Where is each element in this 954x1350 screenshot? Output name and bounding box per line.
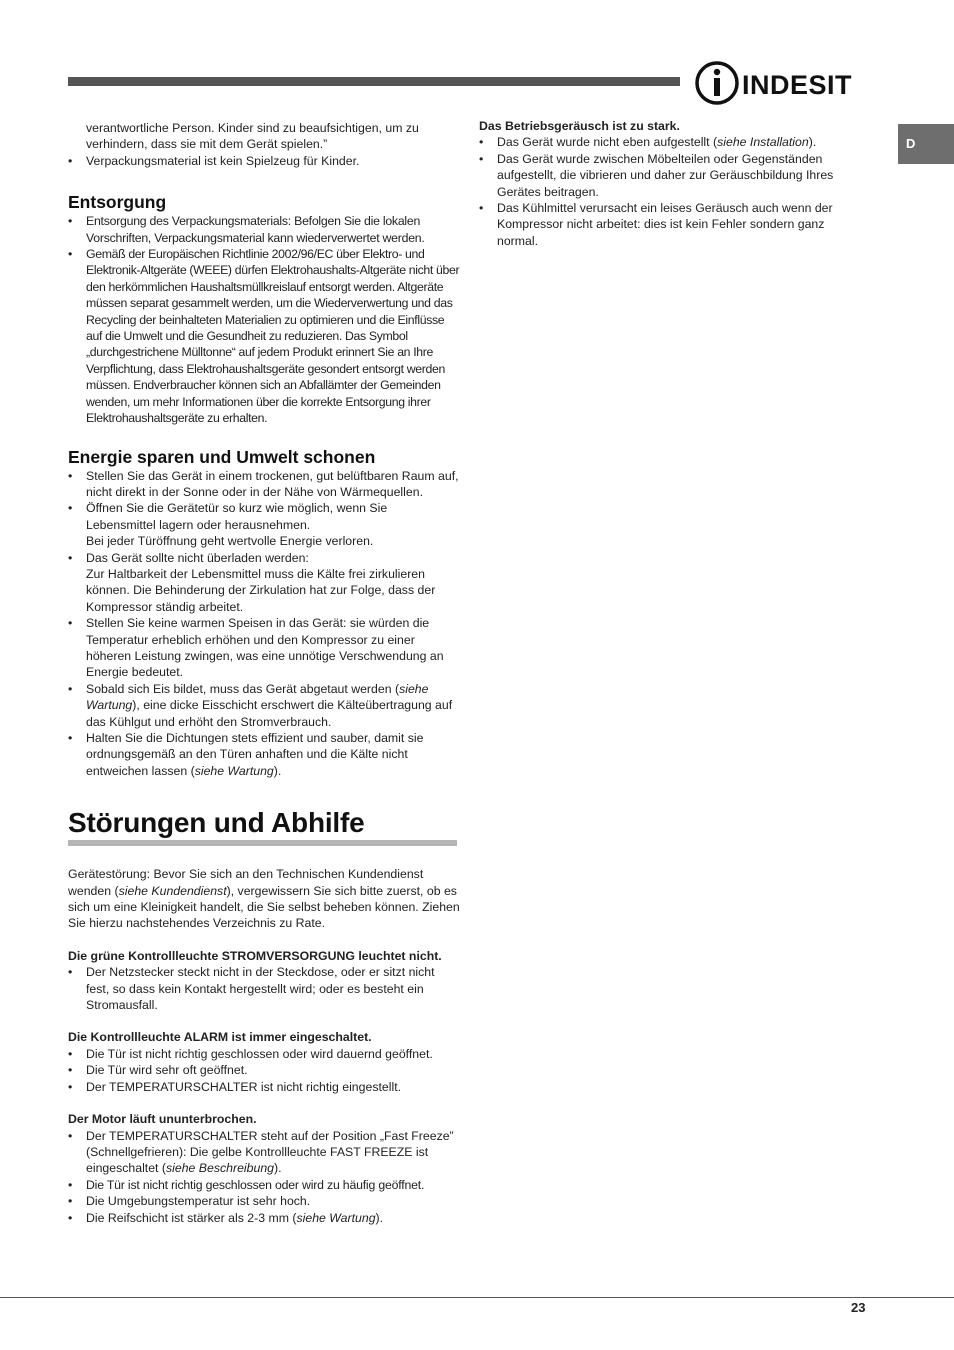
language-tab: D — [898, 124, 954, 164]
title-underline — [68, 840, 457, 846]
section-heading-energie: Energie sparen und Umwelt schonen — [68, 446, 376, 467]
cross-reference: siehe Beschreibung — [165, 1161, 274, 1176]
list-item: • Verpackungsmaterial ist kein Spielzeug für Kinder. — [68, 153, 460, 169]
section-heading-entsorgung: Entsorgung — [68, 192, 167, 213]
list-item: • Die Umgebungstemperatur ist sehr hoch. — [68, 1193, 460, 1209]
problem-heading: Der Motor läuft ununterbrochen. — [68, 1112, 257, 1127]
entsorgung-list — [68, 213, 460, 426]
indesit-logo — [694, 60, 868, 106]
footer-rule — [0, 1297, 954, 1298]
cross-reference: siehe Wartung — [194, 763, 274, 778]
cross-reference: siehe Wartung — [86, 681, 429, 713]
logo-wordmark: INDESIT — [742, 70, 853, 100]
cross-reference: siehe Wartung — [296, 1210, 376, 1225]
right-column — [479, 118, 864, 249]
list-item: • Das Gerät wurde nicht eben aufgestellt (siehe Installation). — [479, 134, 864, 150]
problem-heading: Das Betriebsgeräusch ist zu stark. — [479, 119, 680, 133]
left-column — [68, 120, 460, 1226]
list-item: • Der TEMPERATURSCHALTER ist nicht richtig eingestellt. — [68, 1079, 460, 1095]
intro-continuation: verantwortliche Person. Kinder sind zu beaufsichtigen, um zu verhindern, dass sie mit dem Gerät spielen.” — [86, 121, 419, 152]
problem-list — [68, 1046, 460, 1095]
list-item: • Die Reifschicht ist stärker als 2-3 mm (siehe Wartung). — [68, 1210, 460, 1226]
list-item: • Das Gerät wurde zwischen Möbelteilen oder Gegenständen aufgestellt, die vibrieren und daher zur Geräuschbildung Ihres Gerätes beitragen. — [479, 151, 864, 200]
cross-reference: siehe Kundendienst — [118, 883, 227, 898]
problem-list — [68, 964, 460, 1013]
problem-heading: Die Kontrollleuchte ALARM ist immer eingeschaltet. — [68, 1030, 372, 1045]
list-item: • Das Kühlmittel verursacht ein leises Geräusch auch wenn der Kompressor nicht arbeitet: dies ist kein Fehler sondern ganz normal. — [479, 200, 864, 249]
problem-heading: Die grüne Kontrollleuchte STROMVERSORGUNG leuchtet nicht. — [68, 948, 442, 963]
list-item: • Entsorgung des Verpackungsmaterials: Befolgen Sie die lokalen Vorschriften, Verpackungsmaterial kann wiederverwertet werden. — [68, 213, 460, 246]
list-item: • Stellen Sie das Gerät in einem trockenen, gut belüftbaren Raum auf, nicht direkt in der Sonne oder in der Nähe von Wärmequellen. — [68, 468, 460, 501]
list-item: • Gemäß der Europäischen Richtlinie 2002/96/EC über Elektro- und Elektronik-Altgeräte (WEEE) dürfen Elektrohaushalts-Altgeräte nicht über den herkömmlichen Haushaltsmüllkreislauf entsorgt werden. Altgeräte müssen separat gesammelt werden, um die Wiederverwertung und das Recycling der beinhalteten Materialien zu optimieren und die Einflüsse auf die Umwelt und die Gesundheit zu reduzieren. Das Symbol „durchgestrichene Mülltonne“ auf jedem Produkt erinnert Sie an Ihre Verpflichtung, dass Elektrohaushaltsgeräte gesondert entsorgt werden müssen. Endverbraucher können sich an Abfallämter der Gemeinden wenden, um mehr Informationen über die korrekte Entsorgung ihrer Elektrohaushaltsgeräte zu erhalten. — [68, 246, 460, 426]
list-item: • Die Tür wird sehr oft geöffnet. — [68, 1062, 460, 1078]
list-item: • Stellen Sie keine warmen Speisen in das Gerät: sie würden die Temperatur erheblich erhöhen und den Kompressor zu einer höheren Leistung zwingen, was eine unnötige Verschwendung an Energie bedeutet. — [68, 615, 460, 681]
cross-reference: siehe Installation — [717, 135, 809, 150]
list-item: • Der Netzstecker steckt nicht in der Steckdose, oder er sitzt nicht fest, so dass kein Kontakt hergestellt wird; oder es besteht ein Stromausfall. — [68, 964, 460, 1013]
list-item: • Die Tür ist nicht richtig geschlossen oder wird dauernd geöffnet. — [68, 1046, 460, 1062]
list-item: • Das Gerät sollte nicht überladen werden: Zur Haltbarkeit der Lebensmittel muss die Kälte frei zirkulieren können. Die Behinderung der Zirkulation hat zur Folge, dass der Kompressor ständig arbeitet. — [68, 550, 460, 616]
problem-list — [68, 1128, 460, 1226]
energie-list — [68, 468, 460, 780]
problem-list — [479, 134, 864, 249]
page-number: 23 — [851, 1300, 866, 1315]
list-item: • Die Tür ist nicht richtig geschlossen oder wird zu häufig geöffnet. — [68, 1177, 460, 1193]
intro-list — [68, 153, 460, 169]
header-rule — [68, 77, 680, 86]
section-title-stoerungen: Störungen und Abhilfe — [68, 807, 365, 839]
list-item: • Der TEMPERATURSCHALTER steht auf der Position „Fast Freeze” (Schnellgefrieren): Die gelbe Kontrollleuchte FAST FREEZE ist eingeschaltet (siehe Beschreibung). — [68, 1128, 460, 1177]
list-item: • Halten Sie die Dichtungen stets effizient und sauber, damit sie ordnungsgemäß an den Türen anhaften und die Kälte nicht entweichen lassen (siehe Wartung). — [68, 730, 460, 779]
list-item: • Öffnen Sie die Gerätetür so kurz wie möglich, wenn Sie Lebensmittel lagern oder herausnehmen. Bei jeder Türöffnung geht wertvolle Energie verloren. — [68, 500, 460, 549]
list-item: • Sobald sich Eis bildet, muss das Gerät abgetaut werden (siehe Wartung), eine dicke Eisschicht erschwert die Kälteübertragung auf das Kühlgut und erhöht den Stromverbrauch. — [68, 681, 460, 730]
stoerungen-intro: Gerätestörung: Bevor Sie sich an den Technischen Kundendienst wenden (siehe Kundendienst), vergewissern Sie sich bitte zuerst, ob es sich um eine Kleinigkeit handelt, die Sie selbst beheben können. Ziehen Sie hierzu nachstehendes Verzeichnis zu Rate. — [68, 867, 460, 931]
